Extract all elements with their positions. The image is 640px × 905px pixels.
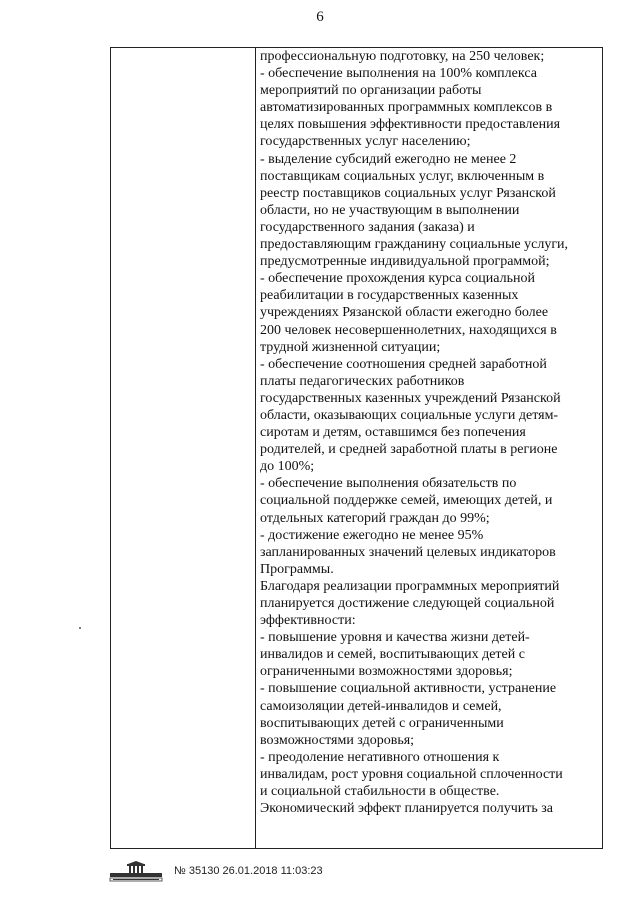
text-line: реабилитации в государственных казенных (260, 288, 519, 304)
text-line: до 100%; (260, 459, 315, 475)
text-line: отдельных категорий граждан до 99%; (260, 510, 490, 526)
text-line: - обеспечение соотношения средней заработной (260, 356, 547, 372)
text-line: поставщикам социальных услуг, включенным в (260, 168, 545, 184)
text-line: Экономический эффект планируется получить за (260, 801, 553, 817)
registration-stamp-text: № 35130 26.01.2018 11:03:23 (174, 865, 323, 877)
text-line: социальной поддержке семей, имеющих детей, и (260, 493, 553, 509)
text-line: области, оказывающих социальные услуги детям- (260, 407, 559, 423)
text-line: государственных казенных учреждений Рязанской (260, 390, 561, 406)
text-line: - повышение уровня и качества жизни детей- (260, 630, 530, 646)
text-line: самоизоляции детей-инвалидов и семей, (260, 698, 502, 714)
text-line: 200 человек несовершеннолетних, находящихся в (260, 322, 557, 338)
text-line: Программы. (260, 561, 334, 577)
registry-logo-icon (106, 860, 166, 882)
text-line: реестр поставщиков социальных услуг Рязанской (260, 185, 556, 201)
text-line: - обеспечение выполнения на 100% комплекса (260, 66, 537, 82)
text-line: государственных услуг населению; (260, 134, 471, 150)
text-line: - преодоление негативного отношения к (260, 749, 500, 765)
text-line: планируется достижение следующей социальной (260, 596, 555, 611)
text-line: профессиональную подготовку, на 250 человек; (260, 49, 545, 64)
text-line: учреждениях Рязанской области ежегодно более (260, 305, 549, 321)
text-line: ограниченными возможностями здоровья; (260, 664, 513, 680)
text-line: Благодаря реализации программных мероприятий (260, 578, 560, 594)
page-number: 6 (316, 9, 324, 25)
document-footer (106, 860, 526, 882)
text-line: целях повышения эффективности предоставления (260, 117, 561, 133)
text-line: предусмотренные индивидуальной программой; (260, 254, 550, 270)
text-line: инвалидов и семей, воспитывающих детей с (260, 647, 525, 663)
program-table (110, 47, 603, 849)
text-line: эффективности: (260, 613, 356, 629)
text-line: предоставляющим гражданину социальные услуги, (260, 237, 569, 253)
text-line: сиротам и детям, оставшимся без попечения (260, 425, 526, 441)
text-line: запланированных значений целевых индикаторов (260, 544, 556, 560)
text-line: автоматизированных программных комплексов в (260, 100, 553, 116)
text-line: воспитывающих детей с ограниченными (260, 715, 504, 731)
text-line: - обеспечение выполнения обязательств по (260, 476, 517, 492)
text-line: возможностями здоровья; (260, 732, 415, 748)
text-line: - обеспечение прохождения курса социальной (260, 271, 535, 287)
text-line: и социальной стабильности в обществе. (260, 784, 500, 800)
text-line: родителей, и средней заработной платы в регионе (260, 442, 558, 458)
text-line: - выделение субсидий ежегодно не менее 2 (260, 151, 517, 167)
text-line: платы педагогических работников (260, 373, 465, 389)
text-line: государственного задания (заказа) и (260, 219, 475, 235)
table-right-cell (260, 48, 600, 848)
text-line: трудной жизненной ситуации; (260, 339, 441, 355)
text-line: - достижение ежегодно не менее 95% (260, 527, 484, 543)
text-line: области, но не участвующим в выполнении (260, 202, 520, 218)
column-divider (255, 48, 256, 848)
text-line: мероприятий по организации работы (260, 83, 482, 99)
table-left-cell (111, 48, 255, 848)
text-line: инвалидам, рост уровня социальной сплоченности (260, 766, 563, 782)
scan-speck (79, 627, 81, 629)
text-line: - повышение социальной активности, устранение (260, 681, 557, 697)
